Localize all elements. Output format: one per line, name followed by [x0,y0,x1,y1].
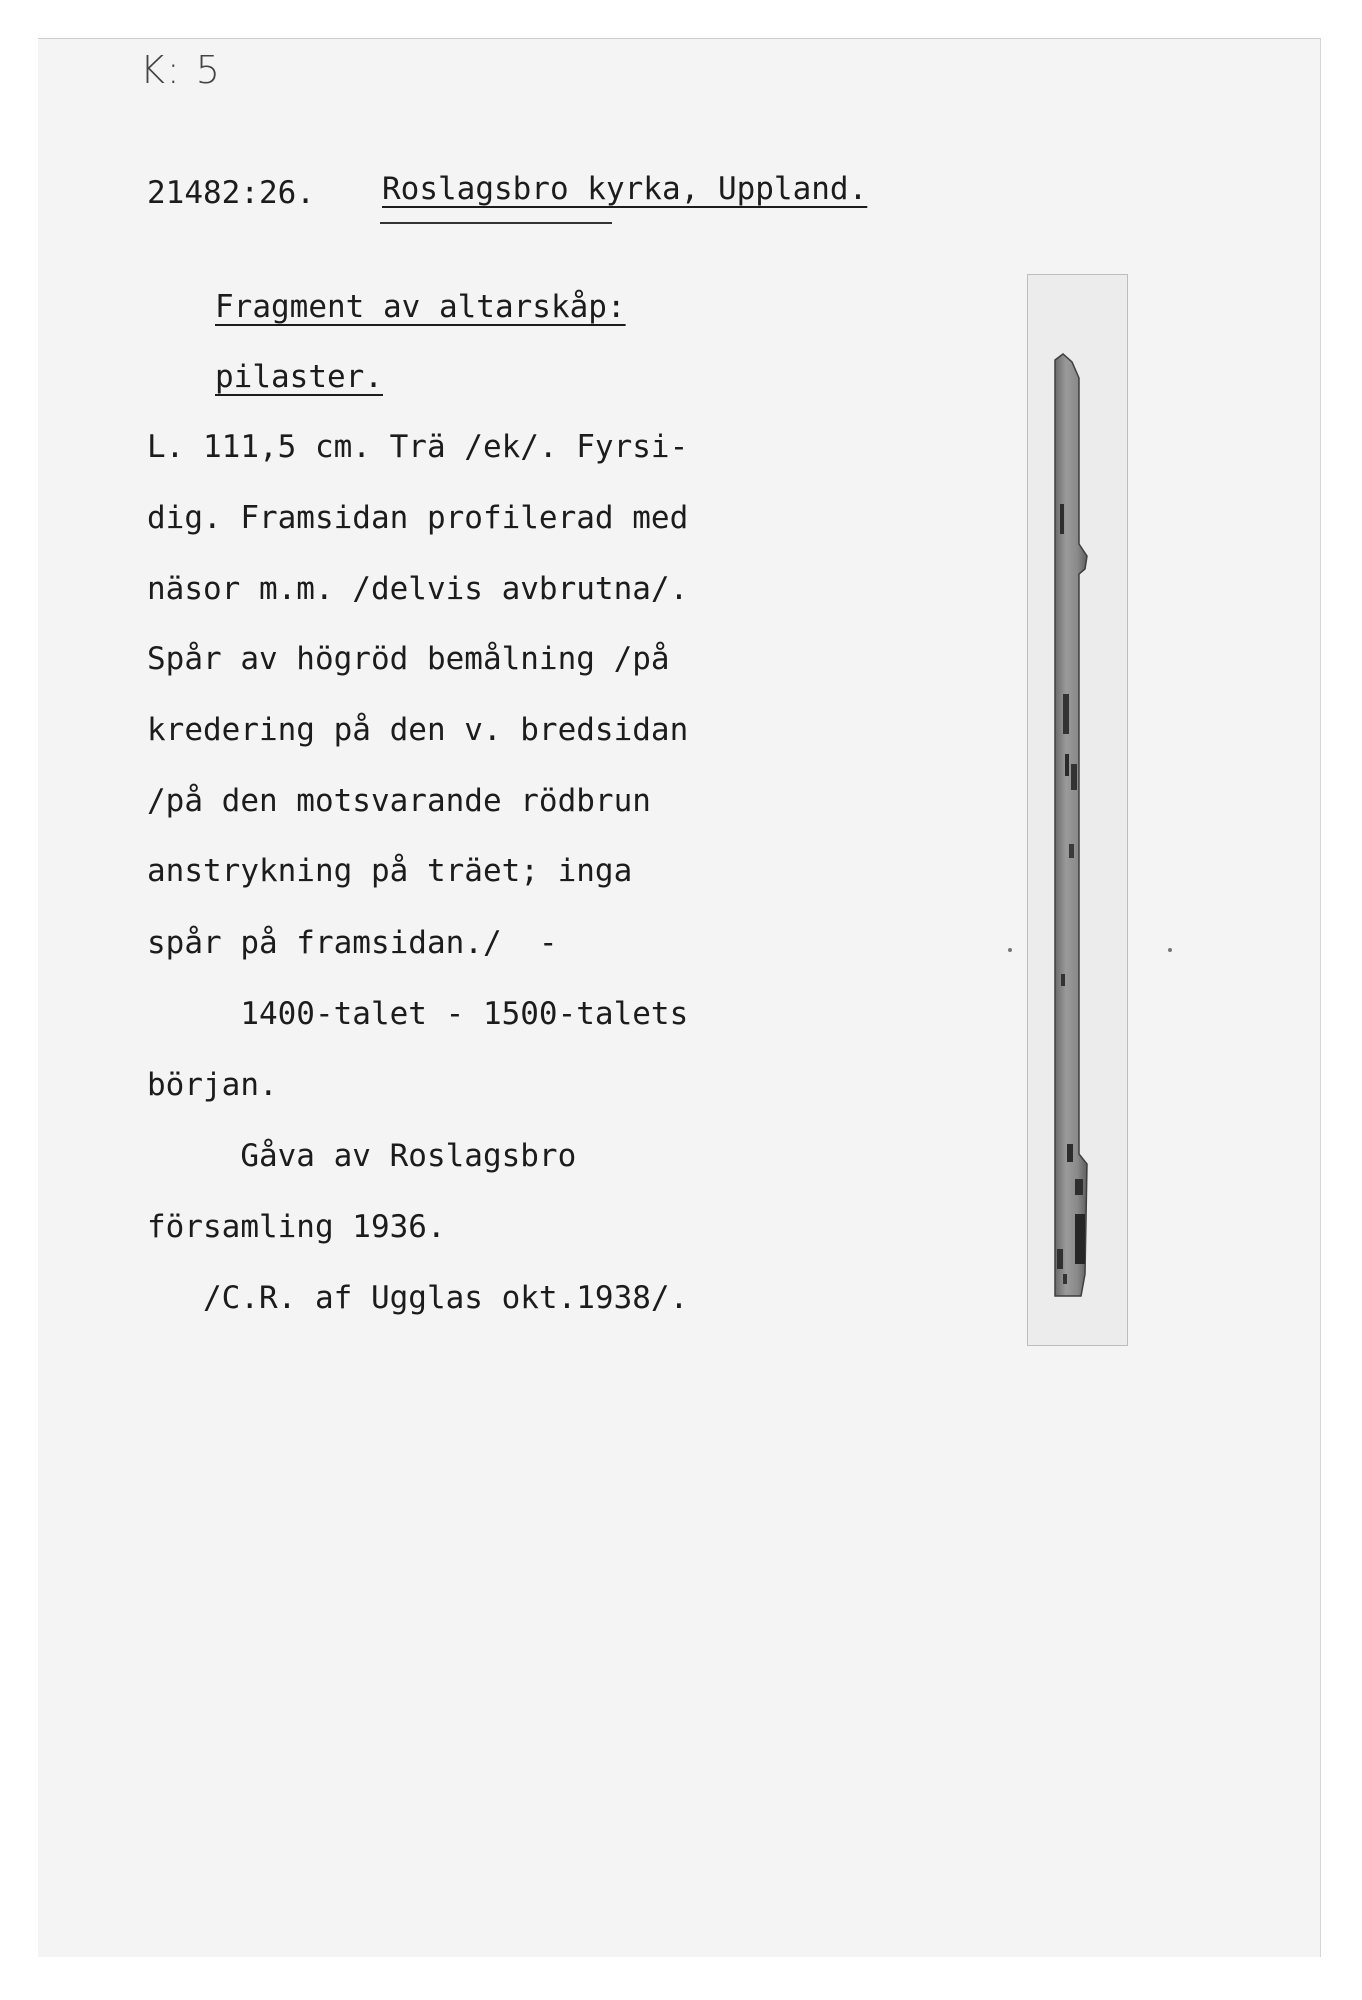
body-line-9: 1400-talet - 1500-talets [147,996,689,1032]
body-line-1: L. 111,5 cm. Trä /ek/. Fyrsi- [147,429,689,465]
body-line-5: kredering på den v. bredsidan [147,712,689,748]
body-line-3: näsor m.m. /delvis avbrutna/. [147,571,689,607]
accession-number: 21482:26. [147,175,315,211]
body-line-8: spår på framsidan./ - [147,925,558,961]
title-rule [380,222,612,224]
body-line-13: /C.R. af Ugglas okt.1938/. [147,1280,689,1316]
hand-note: K: 5 [140,48,222,92]
card-title: Roslagsbro kyrka, Uppland. [382,171,868,207]
body-line-4: Spår av högröd bemålning /på [147,641,670,677]
subtitle-line-1: Fragment av altarskåp: [215,289,626,325]
body-line-11: Gåva av Roslagsbro [147,1138,577,1174]
body-line-10: början. [147,1067,278,1103]
body-line-7: anstrykning på träet; inga [147,853,633,889]
dust-speck [1008,948,1012,952]
body-line-6: /på den motsvarande rödbrun [147,783,651,819]
dust-speck [1168,948,1172,952]
body-line-2: dig. Framsidan profilerad med [147,500,689,536]
pilaster-photo-icon [1027,274,1128,1346]
subtitle-line-2: pilaster. [215,359,383,395]
body-line-12: församling 1936. [147,1209,446,1245]
